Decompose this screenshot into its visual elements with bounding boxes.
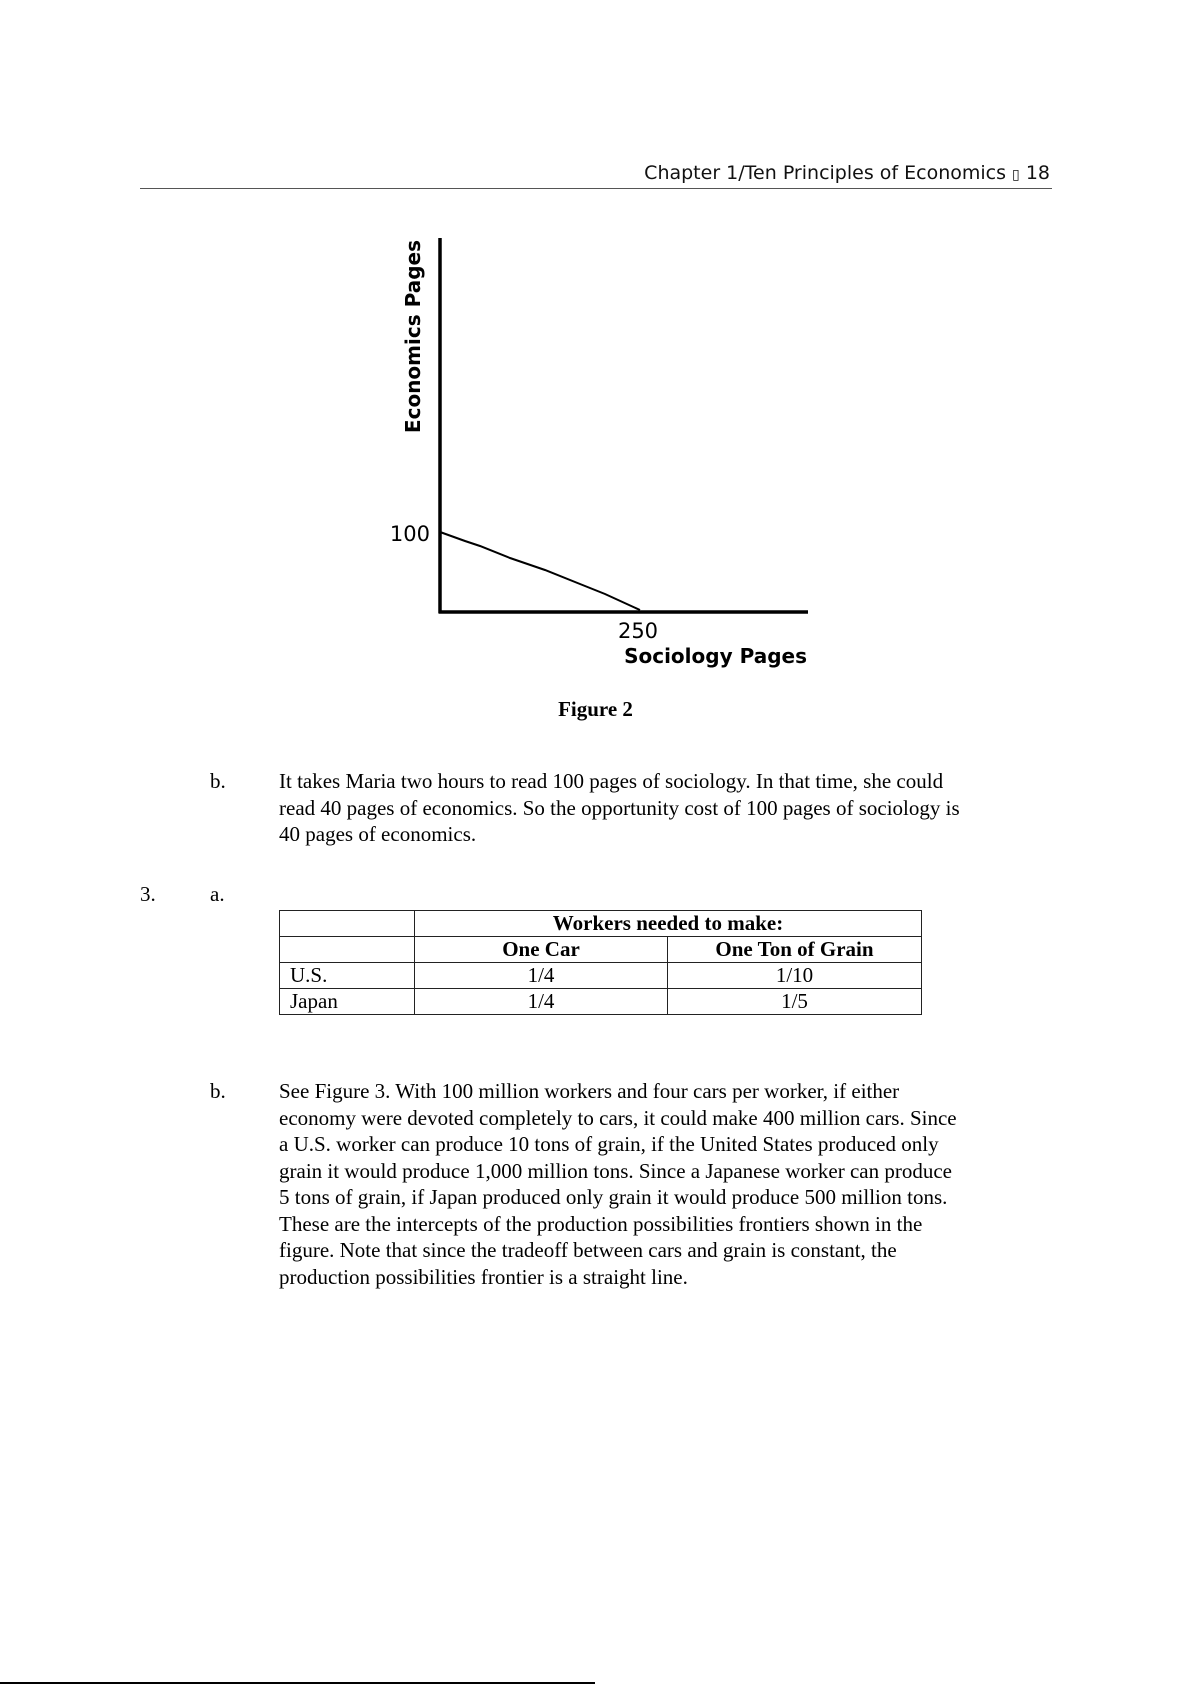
table-header-row (280, 937, 922, 963)
table-group-header: Workers needed to make: (415, 911, 922, 937)
x-axis-label: Sociology Pages (624, 644, 807, 668)
x-tick-label: 250 (617, 619, 659, 643)
q3b-line: a U.S. worker can produce 10 tons of grain, if the United States produced only (279, 1132, 939, 1156)
running-header (140, 158, 1052, 189)
q3b-label: b. (210, 1079, 226, 1103)
q3b-line: These are the intercepts of the production possibilities frontiers shown in the (279, 1211, 923, 1236)
q3b-line: figure. Note that since the tradeoff between cars and grain is constant, the (279, 1238, 897, 1262)
ppf-line (440, 532, 640, 610)
q3b-line: 5 tons of grain, if Japan produced only grain it would produce 500 million tons. (279, 1185, 948, 1209)
q3b-line: See Figure 3. With 100 million workers and four cars per worker, if either (279, 1079, 900, 1103)
q3-number: 3. (140, 882, 156, 906)
q3a-label: a. (210, 882, 225, 906)
running-header-text (644, 162, 1050, 184)
column-header-one-car: One Car (415, 937, 668, 963)
q2b-line: 40 pages of economics. (279, 822, 477, 846)
separator-icon: ▯ (1012, 167, 1020, 183)
y-axis-label: Economics Pages (401, 240, 425, 434)
figure-2-chart (370, 220, 820, 670)
workers-table (279, 910, 922, 1015)
q2b-paragraph (279, 768, 1059, 848)
cell-car: 1/4 (415, 963, 668, 989)
running-title: Chapter 1/Ten Principles of Economics (644, 162, 1006, 184)
q3b-paragraph (279, 1078, 1059, 1290)
row-country: Japan (280, 989, 415, 1015)
table-cell-empty (280, 937, 415, 963)
page-number: 18 (1025, 162, 1050, 184)
q2b-line: read 40 pages of economics. So the opportunity cost of 100 pages of sociology is (279, 795, 960, 820)
cell-grain: 1/10 (668, 963, 922, 989)
q2b-label: b. (210, 769, 226, 793)
table-header-row (280, 911, 922, 937)
q3b-line: production possibilities frontier is a straight line. (279, 1264, 688, 1289)
q2b-line: It takes Maria two hours to read 100 pages of sociology. In that time, she could (279, 769, 944, 793)
ppf-chart-svg (370, 220, 820, 670)
q3b-line: economy were devoted completely to cars, it could make 400 million cars. Since (279, 1105, 957, 1130)
table-row (280, 963, 922, 989)
table-cell-empty (280, 911, 415, 937)
table-row (280, 989, 922, 1015)
row-country: U.S. (280, 963, 415, 989)
q3b-line: grain it would produce 1,000 million tons. Since a Japanese worker can produce (279, 1158, 952, 1183)
y-tick-label: 100 (389, 522, 430, 546)
cell-grain: 1/5 (668, 989, 922, 1015)
column-header-one-ton-grain: One Ton of Grain (668, 937, 922, 963)
footer-rule (0, 1682, 595, 1684)
cell-car: 1/4 (415, 989, 668, 1015)
figure-caption: Figure 2 (558, 697, 633, 721)
